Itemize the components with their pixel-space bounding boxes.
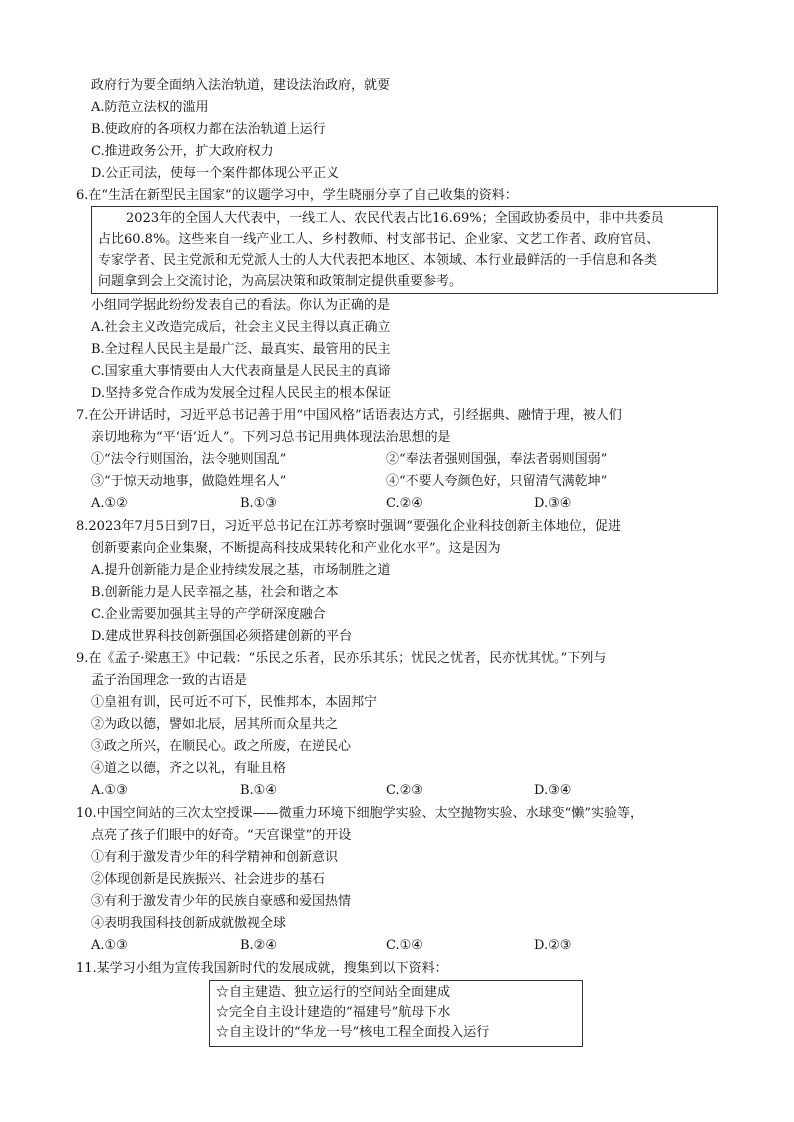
q7-choice-b: B.①③ [240,496,277,511]
q8-option-a: A.提升创新能力是企业持续发展之基，市场制胜之道 [91,563,391,578]
q6-option-a: A.社会主义改造完成后，社会主义民主得以真正确立 [91,320,391,335]
q7-item-4: ④“不要人夸颜色好，只留清气满乾坤” [386,474,608,489]
q9-item-3: ③政之所兴，在顺民心。政之所废，在逆民心 [91,739,352,754]
q7-item-3: ③“于惊天动地事，做隐姓埋名人” [91,474,287,489]
q10-choice-c: C.①④ [386,938,423,953]
q6-stem: 6.在“生活在新型民主国家”的议题学习中，学生晓丽分享了自己收集的资料： [76,188,518,203]
q9-choice-b: B.①④ [240,783,277,798]
q9-choice-c: C.②③ [386,783,423,798]
q6-material-line-1: 2023年的全国人大代表中，一线工人、农民代表占比16.69%；全国政协委员中，非中共委员 [126,211,664,226]
q10-choice-a: A.①③ [91,938,128,953]
q5-option-d: D.公正司法，使每一个案件都体现公平正义 [91,166,340,181]
q11-material-box [209,980,583,1047]
q8-stem-2: 创新要素向企业集聚，不断提高科技成果转化和产业化水平”。这是因为 [91,541,501,556]
q10-stem-2: 点亮了孩子们眼中的好奇。“天宫课堂”的开设 [91,828,352,843]
q8-option-c: C.企业需要加强其主导的产学研深度融合 [91,607,326,622]
q10-item-2: ②体现创新是民族振兴、社会进步的基石 [91,872,326,887]
q6-option-c: C.国家重大事情要由人大代表商量是人民民主的真谛 [91,364,391,379]
q8-option-d: D.建成世界科技创新强国必须搭建创新的平台 [91,629,353,644]
q10-stem-1: 10.中国空间站的三次太空授课——微重力环境下细胞学实验、太空抛物实验、水球变“懒”实验等， [76,806,643,821]
q10-item-4: ④表明我国科技创新成就傲视全球 [91,916,287,931]
q6-option-d: D.坚持多党合作成为发展全过程人民民主的根本保证 [91,386,392,401]
q9-stem-1: 9.在《孟子·梁惠王》中记载：“乐民之乐者，民亦乐其乐；忧民之忧者，民亦忧其忧。”下列与 [76,651,607,666]
q10-item-3: ③有利于激发青少年的民族自豪感和爱国热情 [91,894,352,909]
q10-item-1: ①有利于激发青少年的科学精神和创新意识 [91,850,339,865]
q9-choice-d: D.③④ [534,783,572,798]
q9-item-4: ④道之以德，齐之以礼，有耻且格 [91,761,287,776]
q6-after: 小组同学据此纷纷发表自己的看法。你认为正确的是 [91,298,391,313]
q10-choice-b: B.②④ [240,938,277,953]
q5-option-b: B.使政府的各项权力都在法治轨道上运行 [91,122,326,137]
q6-material-line-4: 问题拿到会上交流讨论，为高层决策和政策制定提供重要参考。 [98,274,463,289]
q11-material-line-1: ☆自主建造、独立运行的空间站全面建成 [216,985,451,1000]
q9-item-1: ①皇祖有训，民可近不可下，民惟邦本，本固邦宁 [91,695,378,710]
q9-stem-2: 孟子治国理念一致的古语是 [91,673,248,688]
q5-option-c: C.推进政务公开，扩大政府权力 [91,144,274,159]
q6-material-line-2: 占比60.8%。这些来自一线产业工人、乡村教师、村支部书记、企业家、文艺工作者、政府官员、 [98,232,660,247]
q11-stem: 11.某学习小组为宣传我国新时代的发展成就，搜集到以下资料： [76,961,448,976]
q9-choice-a: A.①③ [91,783,128,798]
q11-material-line-3: ☆自主设计的“华龙一号”核电工程全面投入运行 [216,1025,490,1040]
q8-stem-1: 8.2023年7月5日到7日，习近平总书记在江苏考察时强调“要强化企业科技创新主体地位，促进 [76,519,621,534]
q6-option-b: B.全过程人民民主是最广泛、最真实、最管用的民主 [91,342,391,357]
q5-option-a: A.防范立法权的滥用 [91,100,209,115]
q7-item-1: ①“法令行则国治，法令驰则国乱” [91,452,287,467]
q7-choice-d: D.③④ [534,496,572,511]
q10-choice-d: D.②③ [534,938,572,953]
q11-material-line-2: ☆完全自主设计建造的“福建号”航母下水 [216,1005,451,1020]
q6-material-line-3: 专家学者、民主党派和无党派人士的人大代表把本地区、本领域、本行业最鲜活的一手信息和各类 [98,253,658,268]
q7-choice-c: C.②④ [386,496,423,511]
q6-material-box [91,206,718,294]
q7-stem-1: 7.在公开讲话时，习近平总书记善于用“中国风格”话语表达方式，引经据典、融情于理，被人们 [76,408,622,423]
q5-stem: 政府行为要全面纳入法治轨道，建设法治政府，就要 [91,78,391,93]
q8-option-b: B.创新能力是人民幸福之基，社会和谐之本 [91,585,339,600]
q9-item-2: ②为政以德，譬如北辰，居其所而众星共之 [91,717,339,732]
q7-choice-a: A.①② [91,496,128,511]
q7-item-2: ②“奉法者强则国强，奉法者弱则国弱” [386,452,608,467]
q7-stem-2: 亲切地称为“平‘语’近人”。下列习总书记用典体现法治思想的是 [91,430,451,445]
